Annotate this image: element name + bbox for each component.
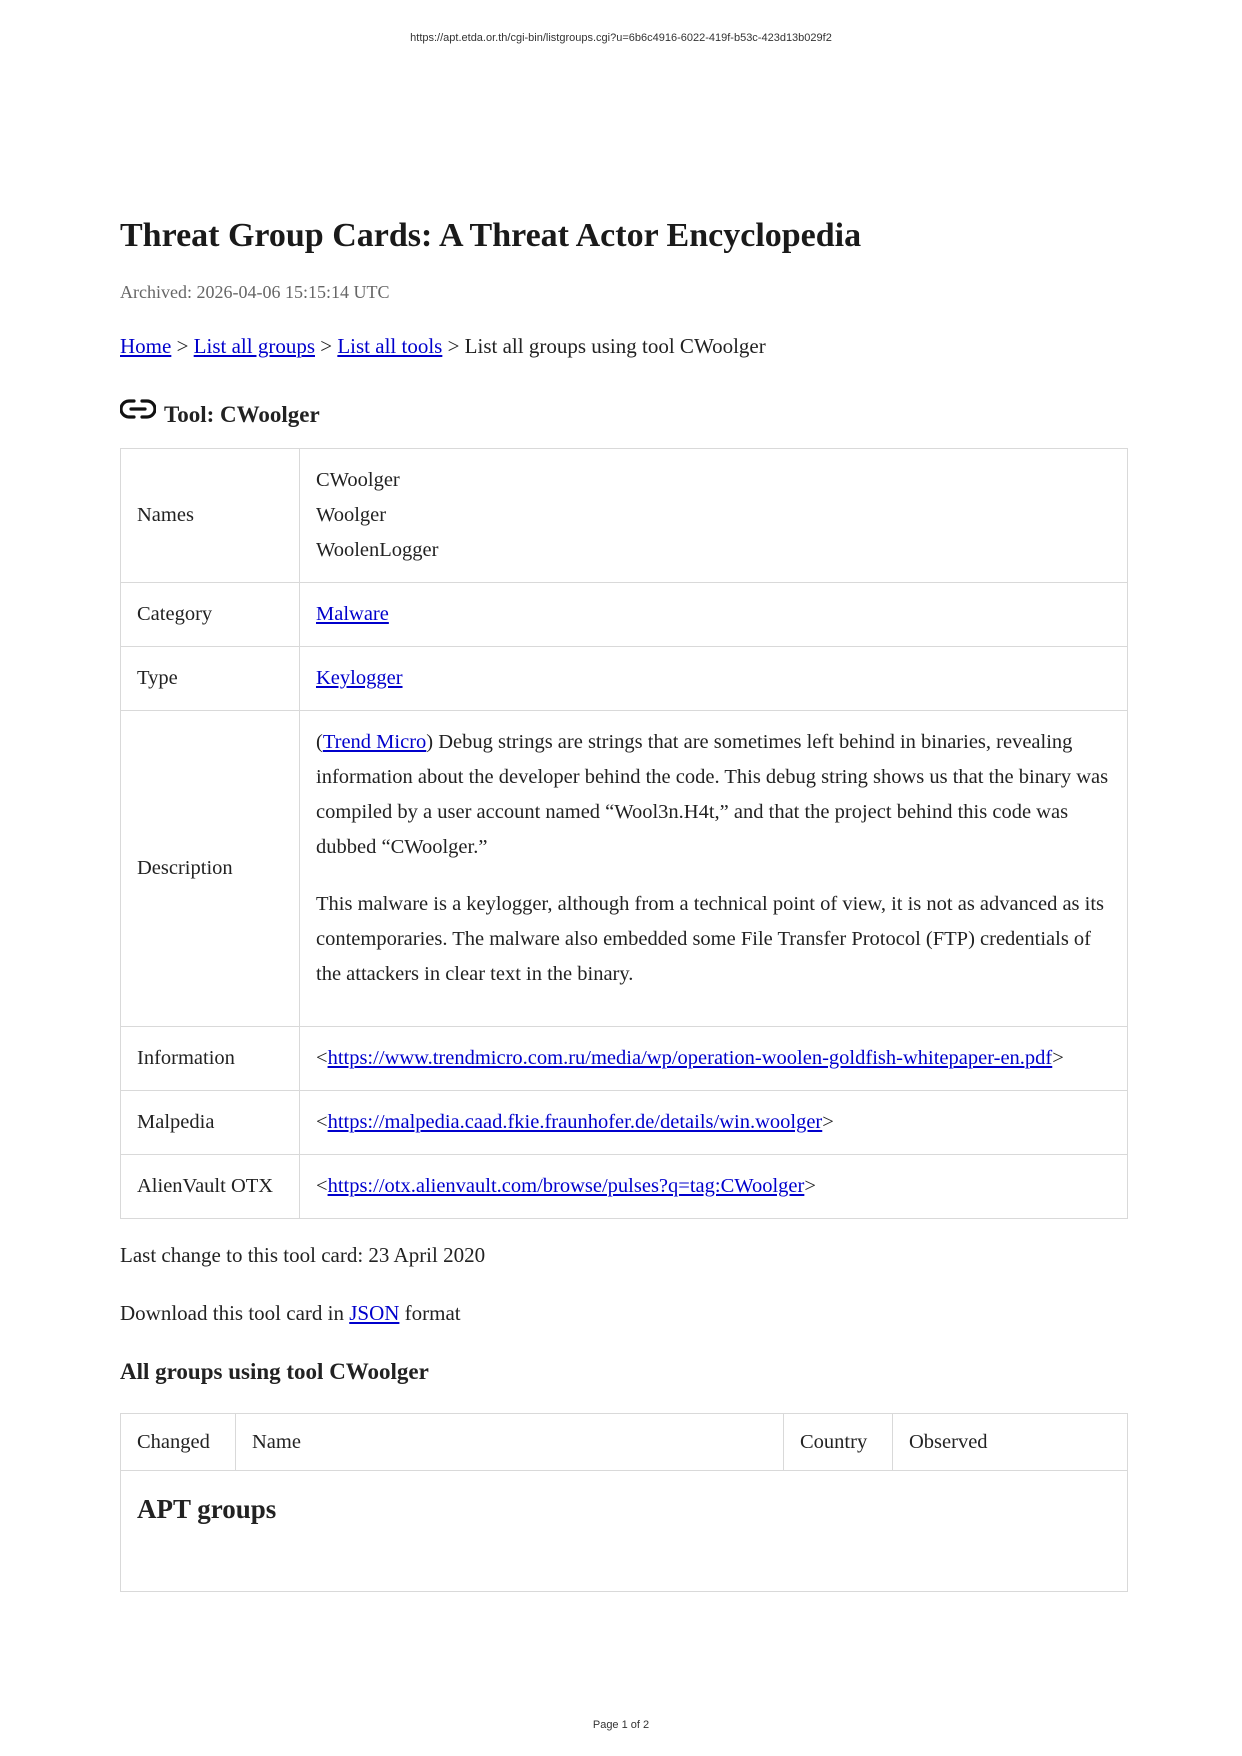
otx-value — [300, 1155, 1128, 1219]
link-icon — [120, 396, 156, 422]
angle-bracket: < — [316, 1175, 328, 1197]
apt-groups-section — [121, 1471, 1128, 1592]
column-header-changed: Changed — [121, 1414, 236, 1471]
description-paragraph — [316, 725, 1111, 865]
breadcrumb-current: > List all groups using tool CWoolger — [442, 334, 766, 358]
tool-card-table — [120, 448, 1128, 1219]
table-row — [121, 711, 1128, 1027]
breadcrumb-home-link[interactable]: Home — [120, 334, 172, 358]
information-value — [300, 1027, 1128, 1091]
type-label: Type — [121, 647, 300, 711]
main-content — [120, 214, 1128, 1592]
tool-title: Tool: CWoolger — [164, 402, 320, 427]
category-link[interactable]: Malware — [316, 603, 389, 625]
table-row — [121, 1027, 1128, 1091]
page-title: Threat Group Cards: A Threat Actor Encyclopedia — [120, 217, 862, 254]
column-header-country: Country — [784, 1414, 893, 1471]
malpedia-label: Malpedia — [121, 1091, 300, 1155]
description-paragraph: This malware is a keylogger, although from a technical point of view, it is not as advanced as its contemporaries. The malware also embedded some File Transfer Protocol (FTP) credentials of the attackers in clear text in the binary. — [316, 893, 1105, 985]
trend-micro-link[interactable]: Trend Micro — [322, 731, 427, 753]
angle-bracket: > — [1052, 1047, 1064, 1069]
print-header-url: https://apt.etda.or.th/cgi-bin/listgroups.cgi?u=6b6c4916-6022-419f-b53c-423d13b029f2 — [410, 32, 832, 44]
information-link[interactable]: https://www.trendmicro.com.ru/media/wp/operation-woolen-goldfish-whitepaper-en.pdf — [327, 1047, 1053, 1069]
download-line — [120, 1299, 1128, 1327]
breadcrumb-groups-link[interactable]: List all groups — [193, 334, 315, 358]
description-label: Description — [121, 711, 300, 1027]
tool-name: Woolger — [316, 504, 387, 526]
groups-heading: All groups using tool CWoolger — [120, 1359, 429, 1384]
table-row — [121, 583, 1128, 647]
paren: ( — [316, 731, 323, 753]
table-row — [121, 1155, 1128, 1219]
malpedia-link[interactable]: https://malpedia.caad.fkie.fraunhofer.de/details/win.woolger — [327, 1111, 823, 1133]
names-value — [300, 449, 1128, 583]
names-label: Names — [121, 449, 300, 583]
description-value — [300, 711, 1128, 1027]
breadcrumb — [120, 332, 1128, 360]
breadcrumb-separator: > — [171, 334, 194, 358]
breadcrumb-tools-link[interactable]: List all tools — [337, 334, 443, 358]
column-header-name: Name — [236, 1414, 784, 1471]
table-row — [121, 449, 1128, 583]
groups-table — [120, 1413, 1128, 1592]
table-row — [121, 1091, 1128, 1155]
category-label: Category — [121, 583, 300, 647]
last-change-text: Last change to this tool card: 23 April 2020 — [120, 1243, 486, 1267]
category-value — [300, 583, 1128, 647]
type-value — [300, 647, 1128, 711]
angle-bracket: > — [804, 1175, 816, 1197]
table-header-row — [121, 1414, 1128, 1471]
angle-bracket: < — [316, 1047, 328, 1069]
description-text: ) Debug strings are strings that are sometimes left behind in binaries, revealing information about the developer behind the code. This debug string shows us that the binary was compiled by a user account named “Wool3n.H4t,” and that the project behind this code was dubbed “CWoolger.” — [316, 731, 1109, 858]
download-suffix: format — [399, 1301, 461, 1325]
malpedia-value — [300, 1091, 1128, 1155]
type-link[interactable]: Keylogger — [316, 667, 403, 689]
download-prefix: Download this tool card in — [120, 1301, 350, 1325]
archived-timestamp: Archived: 2026-04-06 15:15:14 UTC — [120, 282, 390, 302]
angle-bracket: < — [316, 1111, 328, 1133]
information-label: Information — [121, 1027, 300, 1091]
column-header-observed: Observed — [893, 1414, 1128, 1471]
tool-heading — [120, 396, 1128, 430]
otx-label: AlienVault OTX — [121, 1155, 300, 1219]
table-row — [121, 647, 1128, 711]
table-row — [121, 1471, 1128, 1592]
apt-groups-title: APT groups — [137, 1494, 277, 1524]
tool-name: WoolenLogger — [316, 539, 439, 561]
breadcrumb-separator: > — [315, 334, 338, 358]
otx-link[interactable]: https://otx.alienvault.com/browse/pulses?q=tag:CWoolger — [327, 1175, 805, 1197]
tool-name: CWoolger — [316, 469, 400, 491]
json-link[interactable]: JSON — [349, 1301, 400, 1325]
page-number: Page 1 of 2 — [592, 1719, 650, 1731]
angle-bracket: > — [822, 1111, 834, 1133]
